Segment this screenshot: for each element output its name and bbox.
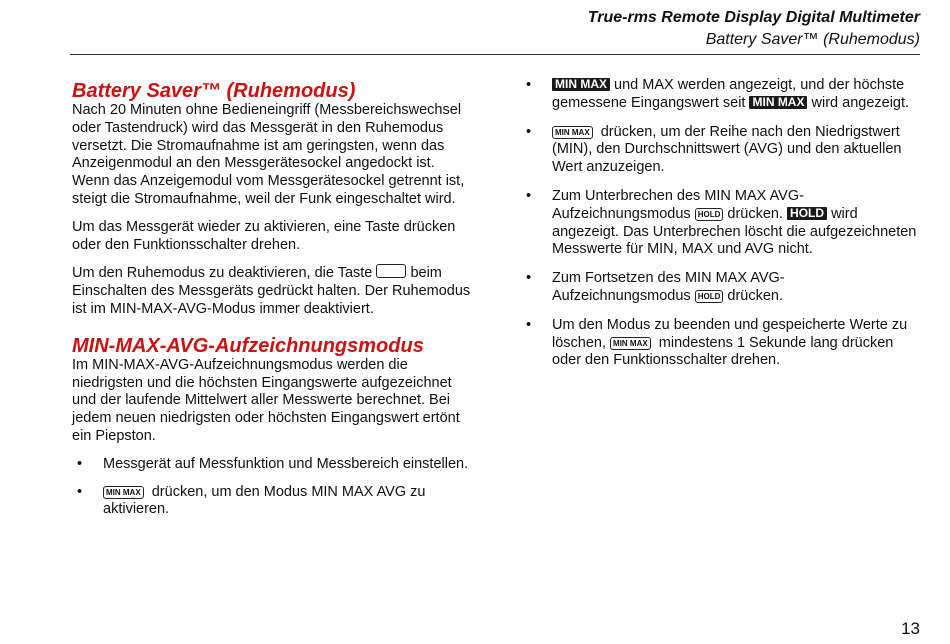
min-max-key-icon: MIN MAX bbox=[103, 486, 144, 499]
bullet-icon: • bbox=[526, 187, 532, 204]
list-item-text: Zum Fortsetzen des MIN MAX AVG-Aufzeichnungsmodus bbox=[552, 270, 785, 304]
right-column bbox=[518, 77, 918, 370]
blank-key-icon bbox=[376, 264, 406, 278]
list-item-text: Messgerät auf Messfunktion und Messbereich einstellen. bbox=[103, 455, 469, 472]
list-item-text: drücken. bbox=[727, 205, 784, 222]
list-item bbox=[526, 270, 918, 306]
min-max-display-icon: MIN MAX bbox=[749, 96, 807, 109]
header-divider bbox=[70, 54, 920, 55]
list-item-text: drücken, um den Modus MIN MAX AVG zu aktivieren. bbox=[103, 483, 426, 518]
list-item bbox=[526, 77, 918, 113]
min-max-avg-steps-continued bbox=[526, 77, 918, 370]
list-item-text: wird angezeigt. bbox=[811, 94, 910, 111]
list-item bbox=[77, 483, 472, 520]
list-item-text: drücken, um der Reihe nach den Niedrigstwert (MIN), den Durchschnittswert (AVG) und den aktuellen Wert anzuzeigen. bbox=[552, 123, 902, 176]
list-item-text: Zum Unterbrechen des MIN MAX AVG-Aufzeichnungsmodus bbox=[552, 187, 804, 222]
bullet-icon: • bbox=[77, 455, 83, 472]
page-number: 13 bbox=[901, 619, 920, 638]
header-title: True-rms Remote Display Digital Multimeter bbox=[587, 9, 920, 26]
hold-key-icon: HOLD bbox=[695, 208, 724, 221]
bullet-icon: • bbox=[526, 316, 532, 333]
list-item-text: Um den Modus zu beenden und gespeicherte Werte zu löschen, bbox=[552, 316, 908, 351]
hold-display-icon: HOLD bbox=[787, 207, 827, 220]
battery-saver-paragraph-1: Nach 20 Minuten ohne Bedieneingriff (Messbereichswechsel oder Tastendruck) wird das Messgerät in den Ruhemodus versetzt. Die Stromaufnahme ist am geringsten, wenn das Anzeigenmodul an den Messgerätesockel angedockt ist. Wenn das Anzeigemodul vom Messgerätesockel getrennt ist, steigt die Stromaufnahme, weil der Funk eingeschaltet wird. bbox=[72, 102, 465, 207]
bullet-icon: • bbox=[526, 270, 532, 287]
min-max-avg-steps bbox=[77, 455, 472, 519]
paragraph-text: Um den Ruhemodus zu deaktivieren, die Taste bbox=[72, 265, 373, 282]
section-heading-battery-saver: Battery Saver™ (Ruhemodus) bbox=[72, 80, 356, 102]
bullet-icon: • bbox=[526, 77, 532, 93]
list-item bbox=[526, 316, 918, 370]
section-heading-min-max-avg: MIN-MAX-AVG-Aufzeichnungsmodus bbox=[72, 334, 424, 357]
list-item bbox=[526, 123, 918, 177]
left-column bbox=[72, 80, 472, 519]
list-item-text: mindestens 1 Sekunde lang drücken oder den Funktionsschalter drehen. bbox=[552, 334, 894, 369]
battery-saver-paragraph-2: Um das Messgerät wieder zu aktivieren, eine Taste drücken oder den Funktionsschalter drehen. bbox=[72, 218, 456, 253]
list-item-text: und MAX werden angezeigt, und der höchste gemessene Eingangswert seit bbox=[552, 77, 905, 111]
min-max-key-icon: MIN MAX bbox=[552, 126, 593, 139]
min-max-display-icon: MIN MAX bbox=[552, 78, 610, 91]
list-item-text: wird angezeigt. Das Unterbrechen löscht die aufgezeichneten Messwerte für MIN, MAX und AVG nicht. bbox=[552, 205, 917, 258]
list-item bbox=[77, 455, 472, 474]
list-item bbox=[526, 187, 918, 259]
min-max-avg-paragraph: Im MIN-MAX-AVG-Aufzeichnungsmodus werden die niedrigsten und die höchsten Eingangswerte aufgezeichnet und der laufende Mittelwert aller Messwerte berechnet. Bei jedem neuen niedrigsten oder höchsten Eingangswert ertönt ein Piepston. bbox=[72, 356, 460, 444]
bullet-icon: • bbox=[77, 483, 83, 500]
bullet-icon: • bbox=[526, 123, 532, 140]
min-max-key-icon: MIN MAX bbox=[610, 337, 651, 350]
hold-key-icon: HOLD bbox=[695, 290, 724, 303]
header-subtitle: Battery Saver™ (Ruhemodus) bbox=[705, 31, 920, 48]
paragraph-text: beim Einschalten des Messgeräts gedrückt halten. Der Ruhemodus ist im MIN-MAX-AVG-Modus immer deaktiviert. bbox=[72, 265, 471, 317]
list-item-text: drücken. bbox=[727, 287, 784, 304]
battery-saver-paragraph-3 bbox=[72, 264, 472, 318]
